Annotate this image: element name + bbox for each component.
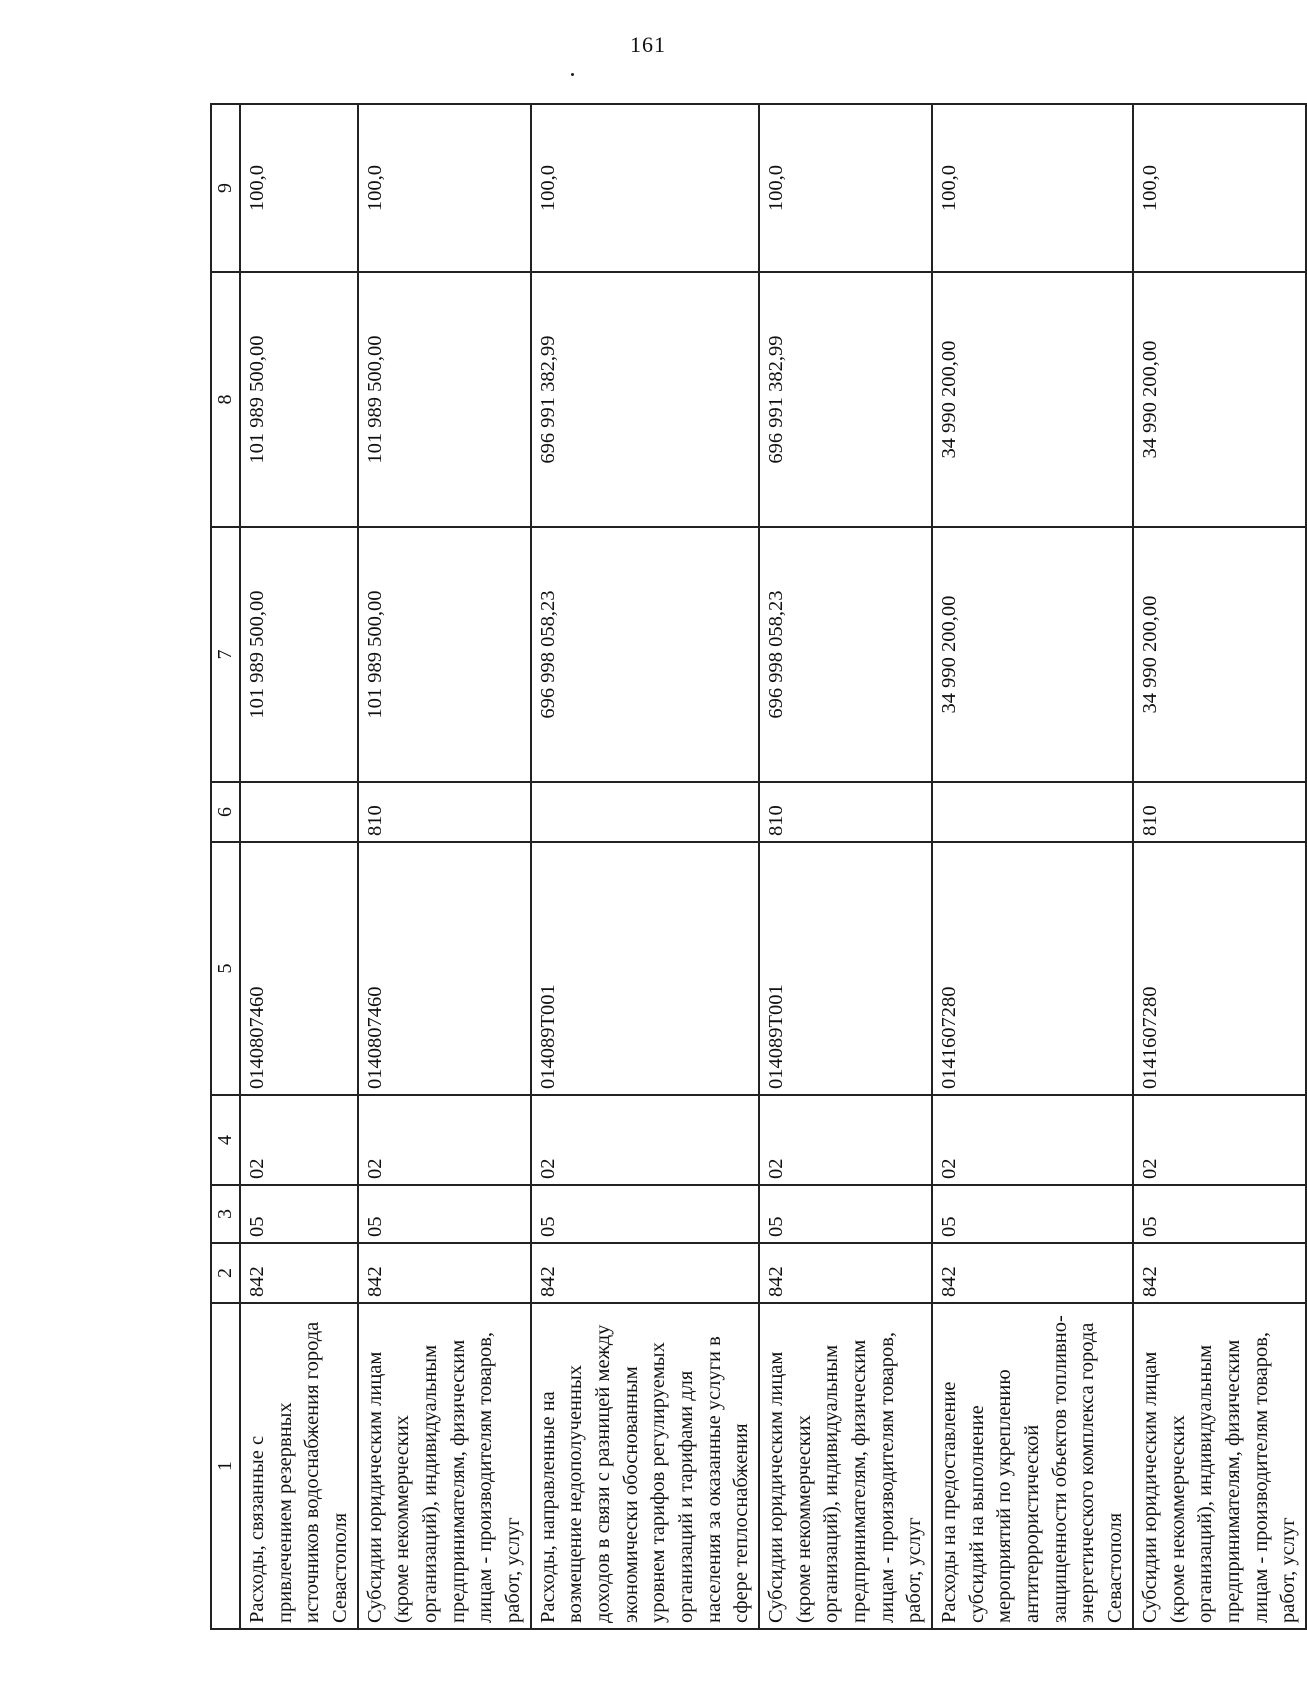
row-col9: 100,0 bbox=[759, 104, 932, 272]
header-cell: 9 bbox=[211, 104, 240, 272]
row-col2: 842 bbox=[240, 1243, 358, 1303]
row-col4: 02 bbox=[240, 1095, 358, 1185]
header-row bbox=[211, 104, 240, 1629]
scan-speck bbox=[571, 73, 574, 76]
row-col8: 34 990 200,00 bbox=[1133, 272, 1306, 527]
row-col9: 100,0 bbox=[1133, 104, 1306, 272]
row-col9: 100,0 bbox=[932, 104, 1133, 272]
row-description: Субсидии юридическим лицам (кроме некоммерческих организаций), индивидуальным предпринимателям, физическим лицам - производителям товаров, работ, услуг bbox=[1133, 1303, 1306, 1629]
row-col6: 810 bbox=[759, 782, 932, 842]
row-col3: 05 bbox=[932, 1185, 1133, 1243]
table-row bbox=[1133, 104, 1306, 1629]
row-col2: 842 bbox=[358, 1243, 531, 1303]
row-col8: 34 990 200,00 bbox=[932, 272, 1133, 527]
table-row bbox=[240, 104, 358, 1629]
header-cell: 6 bbox=[211, 782, 240, 842]
row-col3: 05 bbox=[358, 1185, 531, 1243]
row-col3: 05 bbox=[240, 1185, 358, 1243]
row-col6: 810 bbox=[358, 782, 531, 842]
row-col7: 101 989 500,00 bbox=[358, 527, 531, 782]
header-cell: 4 bbox=[211, 1095, 240, 1185]
header-cell: 1 bbox=[211, 1303, 240, 1629]
row-col6 bbox=[531, 782, 759, 842]
row-col2: 842 bbox=[531, 1243, 759, 1303]
row-col7: 34 990 200,00 bbox=[1133, 527, 1306, 782]
table-row bbox=[358, 104, 531, 1629]
row-col3: 05 bbox=[531, 1185, 759, 1243]
row-col2: 842 bbox=[759, 1243, 932, 1303]
row-col6: 810 bbox=[1133, 782, 1306, 842]
row-col9: 100,0 bbox=[531, 104, 759, 272]
row-description: Субсидии юридическим лицам (кроме некоммерческих организаций), индивидуальным предпринимателям, физическим лицам - производителям товаров, работ, услуг bbox=[759, 1303, 932, 1629]
header-cell: 7 bbox=[211, 527, 240, 782]
row-col2: 842 bbox=[932, 1243, 1133, 1303]
row-description: Расходы на предоставление субсидий на выполнение мероприятий по укреплению антитеррористической защищенности объектов топливно-энергетического комплекса города Севастополя bbox=[932, 1303, 1133, 1629]
row-col8: 696 991 382,99 bbox=[531, 272, 759, 527]
row-col5: 0141607280 bbox=[932, 842, 1133, 1095]
row-col5: 0141607280 bbox=[1133, 842, 1306, 1095]
table-row bbox=[531, 104, 759, 1629]
row-col5: 0140807460 bbox=[358, 842, 531, 1095]
row-col4: 02 bbox=[1133, 1095, 1306, 1185]
row-col9: 100,0 bbox=[358, 104, 531, 272]
row-col3: 05 bbox=[1133, 1185, 1306, 1243]
header-cell: 3 bbox=[211, 1185, 240, 1243]
row-col5: 0140807460 bbox=[240, 842, 358, 1095]
row-col6 bbox=[240, 782, 358, 842]
row-col8: 101 989 500,00 bbox=[240, 272, 358, 527]
row-description: Расходы, направленные на возмещение недополученных доходов в связи с разницей между экономически обоснованным уровнем тарифов регулируемых организаций и тарифами для населения за оказанные услуги в сфере теплоснабжения bbox=[531, 1303, 759, 1629]
rotated-table-container bbox=[210, 105, 1300, 1630]
row-col7: 696 998 058,23 bbox=[759, 527, 932, 782]
table-row bbox=[932, 104, 1133, 1629]
row-col9: 100,0 bbox=[240, 104, 358, 272]
row-col2: 842 bbox=[1133, 1243, 1306, 1303]
row-col3: 05 bbox=[759, 1185, 932, 1243]
row-description: Расходы, связанные с привлечением резервных источников водоснабжения города Севастополя bbox=[240, 1303, 358, 1629]
header-cell: 8 bbox=[211, 272, 240, 527]
row-col7: 34 990 200,00 bbox=[932, 527, 1133, 782]
header-cell: 2 bbox=[211, 1243, 240, 1303]
row-col4: 02 bbox=[932, 1095, 1133, 1185]
row-col7: 696 998 058,23 bbox=[531, 527, 759, 782]
budget-table bbox=[210, 103, 1307, 1630]
row-col5: 014089T001 bbox=[531, 842, 759, 1095]
row-col8: 101 989 500,00 bbox=[358, 272, 531, 527]
row-col5: 014089T001 bbox=[759, 842, 932, 1095]
budget-table-frame bbox=[210, 105, 1300, 1630]
row-col6 bbox=[932, 782, 1133, 842]
row-col4: 02 bbox=[358, 1095, 531, 1185]
row-col4: 02 bbox=[531, 1095, 759, 1185]
header-cell: 5 bbox=[211, 842, 240, 1095]
row-description: Субсидии юридическим лицам (кроме некоммерческих организаций), индивидуальным предпринимателям, физическим лицам - производителям товаров, работ, услуг bbox=[358, 1303, 531, 1629]
page-number: 161 bbox=[630, 32, 666, 57]
table-row bbox=[759, 104, 932, 1629]
row-col8: 696 991 382,99 bbox=[759, 272, 932, 527]
row-col7: 101 989 500,00 bbox=[240, 527, 358, 782]
row-col4: 02 bbox=[759, 1095, 932, 1185]
